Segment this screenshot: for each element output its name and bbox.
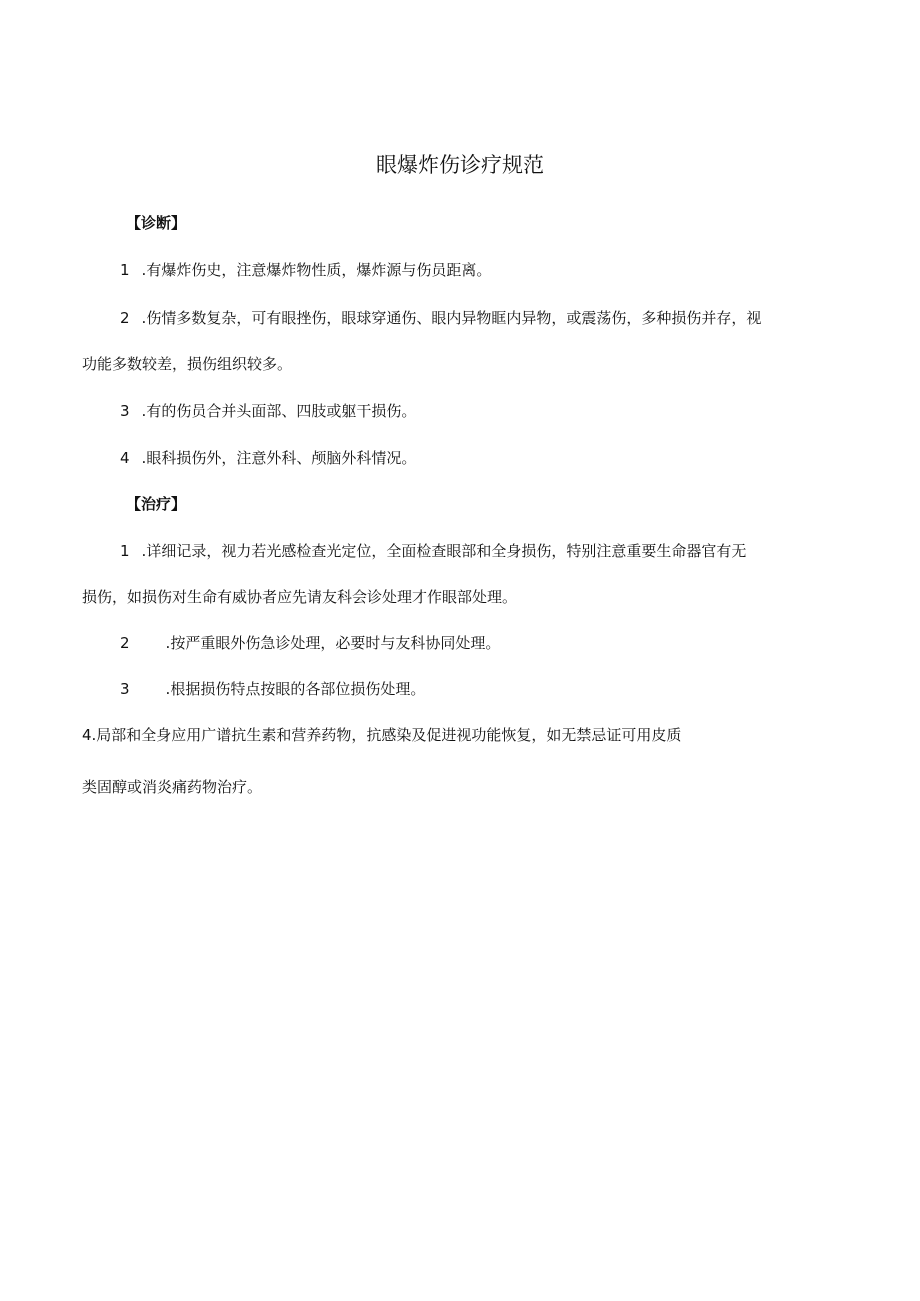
diagnosis-item-3 [82, 399, 842, 423]
diagnosis-item-1 [82, 258, 842, 282]
item-number: 4 [120, 449, 130, 467]
item-text: .按严重眼外伤急诊处理，必要时与友科协同处理。 [165, 634, 501, 652]
item-text: .伤情多数复杂，可有眼挫伤，眼球穿通伤、眼内异物眶内异物，或震荡伤，多种损伤并存，视 [141, 309, 762, 327]
diagnosis-item-2 [82, 306, 842, 330]
diagnosis-item-2-continuation: 功能多数较差，损伤组织较多。 [82, 355, 293, 373]
item-number: 2 [120, 634, 130, 652]
section-heading-diagnosis: 【诊断】 [126, 214, 187, 232]
item-number: 3 [120, 680, 130, 698]
item-text: .根据损伤特点按眼的各部位损伤处理。 [165, 680, 426, 698]
treatment-item-4: 4.局部和全身应用广谱抗生素和营养药物，抗感染及促进视功能恢复，如无禁忌证可用皮质 [82, 726, 682, 744]
item-number: 1 [120, 542, 130, 560]
item-text: .详细记录，视力若光感检查光定位，全面检查眼部和全身损伤，特别注意重要生命器官有无 [141, 542, 747, 560]
treatment-item-1 [82, 539, 842, 563]
document-title: 眼爆炸伤诊疗规范 [376, 153, 544, 177]
section-heading-treatment: 【治疗】 [126, 495, 187, 513]
item-number: 3 [120, 402, 130, 420]
diagnosis-item-4 [82, 446, 842, 470]
treatment-item-4-continuation: 类固醇或消炎痛药物治疗。 [82, 778, 263, 796]
item-number: 1 [120, 261, 130, 279]
treatment-item-1-continuation: 损伤，如损伤对生命有威协者应先请友科会诊处理才作眼部处理。 [82, 588, 518, 606]
item-text: .有的伤员合并头面部、四肢或躯干损伤。 [141, 402, 417, 420]
treatment-item-3 [82, 677, 842, 701]
treatment-item-2 [82, 631, 842, 655]
item-text: .有爆炸伤史，注意爆炸物性质，爆炸源与伤员距离。 [141, 261, 492, 279]
item-text: .眼科损伤外，注意外科、颅脑外科情况。 [141, 449, 417, 467]
item-number: 2 [120, 309, 130, 327]
